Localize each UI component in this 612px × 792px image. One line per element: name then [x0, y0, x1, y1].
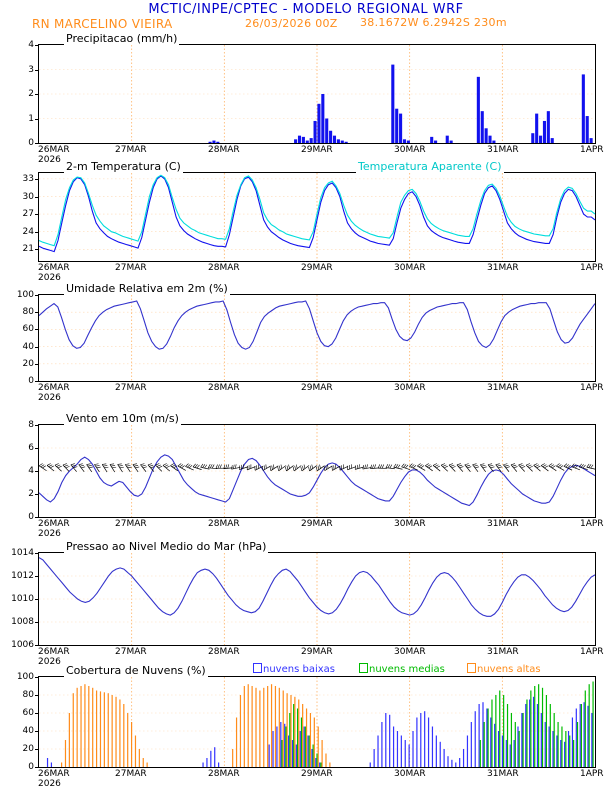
y-tick-1: 27 — [22, 209, 34, 220]
plot-area-1 — [38, 172, 596, 262]
chart-title-5: Cobertura de Nuvens (%) — [66, 664, 206, 677]
y-tick-0: 4 — [28, 40, 34, 50]
x-axis-year: 2026 — [38, 779, 61, 789]
x-tick-29mar: 29MAR — [301, 519, 333, 529]
x-tick-30mar: 30MAR — [394, 145, 426, 155]
y-tick-1: 24 — [22, 226, 34, 237]
y-tickmark — [35, 295, 39, 296]
run-date: 26/03/2026 00Z — [245, 17, 338, 30]
y-tick-5: 20 — [22, 744, 34, 754]
x-tick-28mar: 28MAR — [208, 383, 240, 393]
y-tickmark — [35, 471, 39, 472]
x-tick-26mar: 26MAR — [38, 769, 70, 779]
chart-title-4: Pressao ao Nivel Medio do Mar (hPa) — [66, 540, 267, 553]
x-tick-27mar: 27MAR — [115, 769, 147, 779]
chart-title-2: Umidade Relativa em 2m (%) — [66, 282, 228, 295]
y-tick-2: 20 — [22, 358, 34, 369]
y-tick-4: 1006 — [11, 640, 34, 650]
legend-low — [253, 663, 335, 675]
y-tick-3: 6 — [28, 443, 34, 453]
y-tickmark — [35, 214, 39, 215]
legend-swatch-icon — [253, 663, 262, 673]
x-tick-1apr: 1APR — [580, 647, 604, 657]
y-tick-1: 33 — [22, 173, 34, 184]
page-title: MCTIC/INPE/CPTEC - MODELO REGIONAL WRF — [148, 2, 464, 17]
page-header — [0, 0, 612, 17]
chart-title-3: Vento em 10m (m/s) — [66, 412, 179, 425]
y-tick-3: 0 — [28, 512, 34, 522]
y-tickmark — [35, 232, 39, 233]
x-axis-year: 2026 — [38, 657, 61, 667]
y-tickmark — [35, 249, 39, 250]
y-tickmark — [35, 695, 39, 696]
x-tick-26mar: 26MAR — [38, 145, 70, 155]
y-tickmark — [35, 448, 39, 449]
x-tick-29mar: 29MAR — [301, 145, 333, 155]
y-tickmark — [35, 517, 39, 518]
legend-label: nuvens baixas — [263, 664, 335, 675]
y-tickmark — [35, 143, 39, 144]
y-tick-1: 21 — [22, 244, 34, 255]
x-tick-26mar: 26MAR — [38, 647, 70, 657]
y-tickmark — [35, 553, 39, 554]
chart-title-1: 2-m Temperatura (C) — [66, 160, 181, 173]
y-tick-2: 0 — [28, 376, 34, 386]
x-tick-27mar: 27MAR — [115, 145, 147, 155]
x-tick-31mar: 31MAR — [487, 145, 519, 155]
y-tick-0: 0 — [28, 138, 34, 148]
x-tick-27mar: 27MAR — [115, 519, 147, 529]
y-tickmark — [35, 197, 39, 198]
x-tick-27mar: 27MAR — [115, 383, 147, 393]
x-tick-28mar: 28MAR — [208, 769, 240, 779]
y-tickmark — [35, 576, 39, 577]
x-tick-31mar: 31MAR — [487, 383, 519, 393]
plot-area-4 — [38, 552, 596, 646]
y-tickmark — [35, 119, 39, 120]
x-tick-1apr: 1APR — [580, 769, 604, 779]
x-tick-27mar: 27MAR — [115, 647, 147, 657]
station-name: RN MARCELINO VIEIRA — [32, 17, 173, 31]
y-tickmark — [35, 622, 39, 623]
x-tick-30mar: 30MAR — [394, 519, 426, 529]
chart-title-0: Precipitacao (mm/h) — [66, 32, 178, 45]
y-tickmark — [35, 425, 39, 426]
x-tick-30mar: 30MAR — [394, 383, 426, 393]
x-tick-29mar: 29MAR — [301, 383, 333, 393]
legend-swatch-icon — [467, 663, 476, 673]
station-coordinates: 38.1672W 6.2942S 230m — [360, 16, 507, 29]
y-tick-2: 60 — [22, 324, 34, 335]
x-tick-28mar: 28MAR — [208, 519, 240, 529]
x-tick-31mar: 31MAR — [487, 263, 519, 273]
x-tick-1apr: 1APR — [580, 383, 604, 393]
x-tick-29mar: 29MAR — [301, 647, 333, 657]
y-tickmark — [35, 347, 39, 348]
y-tick-5: 40 — [22, 726, 34, 736]
plot-area-5 — [38, 676, 596, 768]
y-tick-0: 1 — [28, 113, 34, 124]
x-tick-31mar: 31MAR — [487, 647, 519, 657]
x-tick-1apr: 1APR — [580, 519, 604, 529]
y-tick-2: 40 — [22, 341, 34, 352]
x-tick-26mar: 26MAR — [38, 519, 70, 529]
y-tick-5: 60 — [22, 708, 34, 718]
x-tick-1apr: 1APR — [580, 145, 604, 155]
plot-area-2 — [38, 294, 596, 382]
y-tick-4: 1010 — [11, 594, 34, 604]
x-tick-28mar: 28MAR — [208, 263, 240, 273]
x-tick-30mar: 30MAR — [394, 647, 426, 657]
legend-label: nuvens altas — [477, 664, 541, 675]
x-tick-31mar: 31MAR — [487, 769, 519, 779]
legend-label: nuvens medias — [369, 664, 445, 675]
y-tick-2: 80 — [22, 307, 34, 318]
y-tickmark — [35, 767, 39, 768]
y-tick-4: 1008 — [11, 617, 34, 627]
plot-area-0 — [38, 44, 596, 144]
y-tick-2: 100 — [16, 290, 34, 300]
x-tick-31mar: 31MAR — [487, 519, 519, 529]
y-tick-3: 2 — [28, 489, 34, 499]
y-tick-4: 1014 — [11, 548, 34, 558]
y-tick-0: 3 — [28, 64, 34, 75]
y-tick-5: 100 — [16, 672, 34, 682]
x-tick-1apr: 1APR — [580, 263, 604, 273]
x-tick-30mar: 30MAR — [394, 769, 426, 779]
y-tick-4: 1012 — [11, 571, 34, 581]
x-tick-30mar: 30MAR — [394, 263, 426, 273]
y-tickmark — [35, 179, 39, 180]
y-tickmark — [35, 645, 39, 646]
y-tickmark — [35, 381, 39, 382]
y-tickmark — [35, 599, 39, 600]
y-tickmark — [35, 749, 39, 750]
chart-title-secondary-1: Temperatura Aparente (C) — [358, 160, 502, 173]
x-tick-29mar: 29MAR — [301, 263, 333, 273]
y-tick-0: 2 — [28, 89, 34, 99]
y-tickmark — [35, 70, 39, 71]
y-tickmark — [35, 494, 39, 495]
y-tickmark — [35, 713, 39, 714]
x-tick-26mar: 26MAR — [38, 383, 70, 393]
legend-high — [467, 663, 541, 675]
y-tick-3: 4 — [28, 466, 34, 476]
y-tickmark — [35, 677, 39, 678]
x-axis-year: 2026 — [38, 155, 61, 165]
y-tickmark — [35, 329, 39, 330]
x-tick-28mar: 28MAR — [208, 145, 240, 155]
x-tick-28mar: 28MAR — [208, 647, 240, 657]
y-tick-5: 0 — [28, 762, 34, 772]
legend-swatch-icon — [359, 663, 368, 673]
y-tick-1: 30 — [22, 191, 34, 202]
header-subrow — [0, 17, 612, 31]
y-tickmark — [35, 94, 39, 95]
legend-mid — [359, 663, 445, 675]
x-axis-year: 2026 — [38, 273, 61, 283]
y-tickmark — [35, 45, 39, 46]
x-tick-29mar: 29MAR — [301, 769, 333, 779]
y-tickmark — [35, 731, 39, 732]
y-tick-5: 80 — [22, 690, 34, 700]
x-axis-year: 2026 — [38, 529, 61, 539]
x-tick-26mar: 26MAR — [38, 263, 70, 273]
y-tickmark — [35, 312, 39, 313]
x-tick-27mar: 27MAR — [115, 263, 147, 273]
x-axis-year: 2026 — [38, 393, 61, 403]
y-tick-3: 8 — [28, 420, 34, 430]
plot-area-3 — [38, 424, 596, 518]
y-tickmark — [35, 364, 39, 365]
